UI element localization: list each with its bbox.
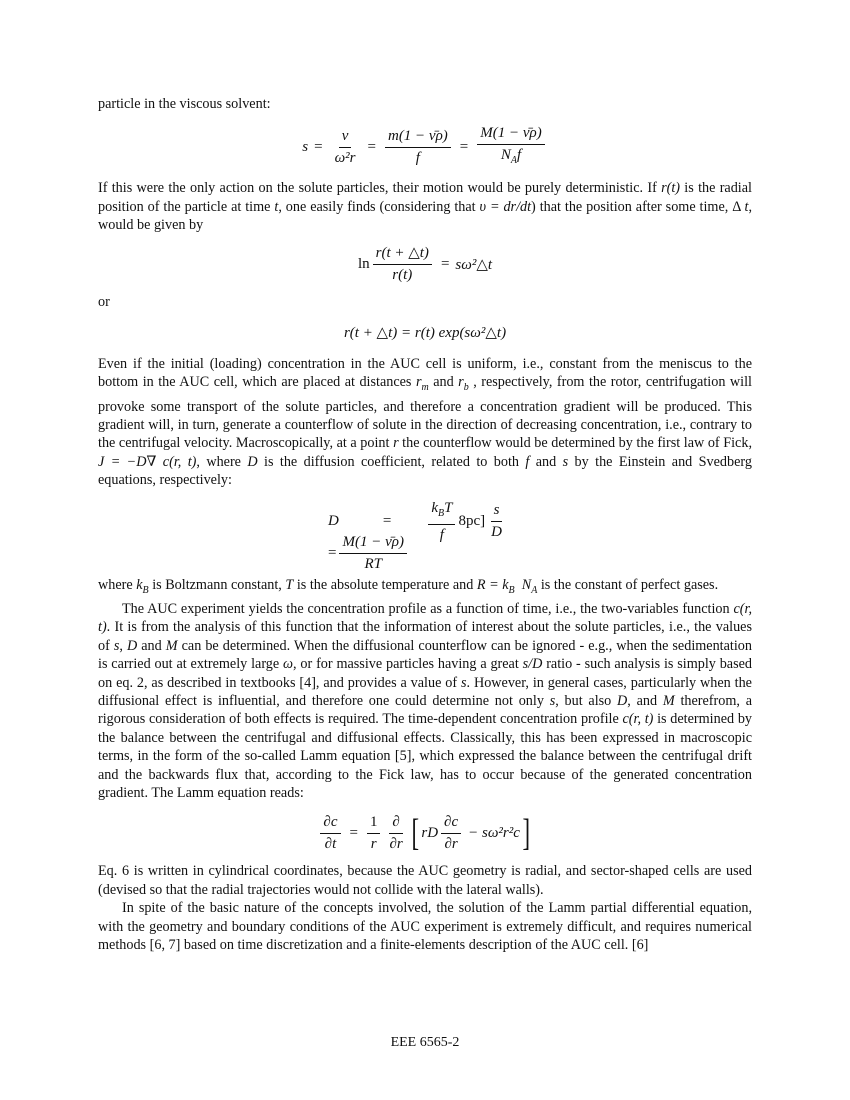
equation-sedimentation-coefficient: s = $\frac{\nu}{\text{ω²r}}$ = $\frac{m(1 - \nū\rho)}{f}$ = $\frac{M(1 - \nū\rho)}{N_Af}$ <box>98 125 752 169</box>
paragraph: The AUC experiment yields the concentration profile as a function of time, i.e., the two-variables function c(r, t). It is from the analysis of this function that the information of interest about the solute particles, i.e., the values of s, D and M can be determined. When the diffusional counterflow can be ignored - e.g., when the sedimentation is carried out at extremely large ω, or for massive particles having a great s/D ratio - such analysis is simply based on eq. 2, as described in textbooks [4], and provides a value of s. However, in general cases, particularly when the diffusional effect is influential, and therefore one could determine not only s, but also D, and M therefrom, a rigorous consideration of both effects is required. The time-dependent concentration profile c(r, t) is determined by the balance between the centrifugal and diffusional effects. Classically, this has been expressed in macroscopic terms, in the form of the so-called Lamm equation [5], which expressed the balance between the centrifugal drift and the backwards flux that, according to the Fick law, has to occur because of the generated concentration gradient. The Lamm equation reads: <box>98 600 753 801</box>
equation-lamm: $\frac{\partial c}{\partial t}$ = $\frac{1}{r}$ $\frac{\partial}{\partial r}$ [ rD $\frac{\partial c}{\partial r}$ − sω²r²c ] <box>98 808 752 858</box>
page-footer: EEE 6565-2 <box>390 1035 460 1050</box>
paragraph: If this were the only action on the solute particles, their motion would be purely deterministic. If r(t) is the radial position of the particle at time t, one easily finds (considering that υ = dr/dt) that the position after some time, Δ t, would be given by <box>98 180 752 234</box>
paragraph: where $k_B$ is Boltzmann constant, T is the absolute temperature and $R = k_B$ $N_A$ is the constant of perfect gases. <box>98 576 719 596</box>
paragraph: Eq. 6 is written in cylindrical coordinates, because the AUC geometry is radial, and sector-shaped cells are used (devised so that the radial trajectories would not collide with the lateral walls). <box>98 863 752 898</box>
page-body <box>98 95 752 954</box>
equation-diffusion-coefficient: D = $\frac{k_BT}{f}$ 8pc] $\frac{s}{D}$ = $\frac{M(1 - \nū\rho)}{RT}$ <box>328 499 502 572</box>
equation-position-log: ln $\frac{r(t + \triangle t)}{r(t)}$ = sω²△t <box>357 245 493 284</box>
paragraph: In spite of the basic nature of the concepts involved, the solution of the Lamm partial differential equation, with the geometry and boundary conditions of the AUC experiment is extremely difficult, and requires numerical methods [6, 7] based on time discretization and a finite-elements description of the AUC cell. [6] <box>98 900 752 954</box>
equation-position-exp: r(t + △t) = r(t) exp(sω²△t) <box>343 324 507 341</box>
paragraph: or <box>98 293 110 310</box>
paragraph: Even if the initial (loading) concentration in the AUC cell is uniform, i.e., constant from the meniscus to the bottom in the AUC cell, which are placed at distances $r_m$ and $r_b$ , respectively, from the rotor, centrifugation will provoke some transport of the solute particles, and therefore a concentration gradient will be produced. This gradient will, in turn, generate a counterflow of solute in the direction of decreasing concentration, i.e., contrary to the centrifugal velocity. Macroscopically, at a point r the counterflow would be determined by the first law of Fick, J = −D∇ c(r, t), where D is the diffusion coefficient, related to both f and s by the Einstein and Svedberg equations, respectively: <box>98 356 752 489</box>
paragraph: particle in the viscous solvent: <box>98 96 271 112</box>
